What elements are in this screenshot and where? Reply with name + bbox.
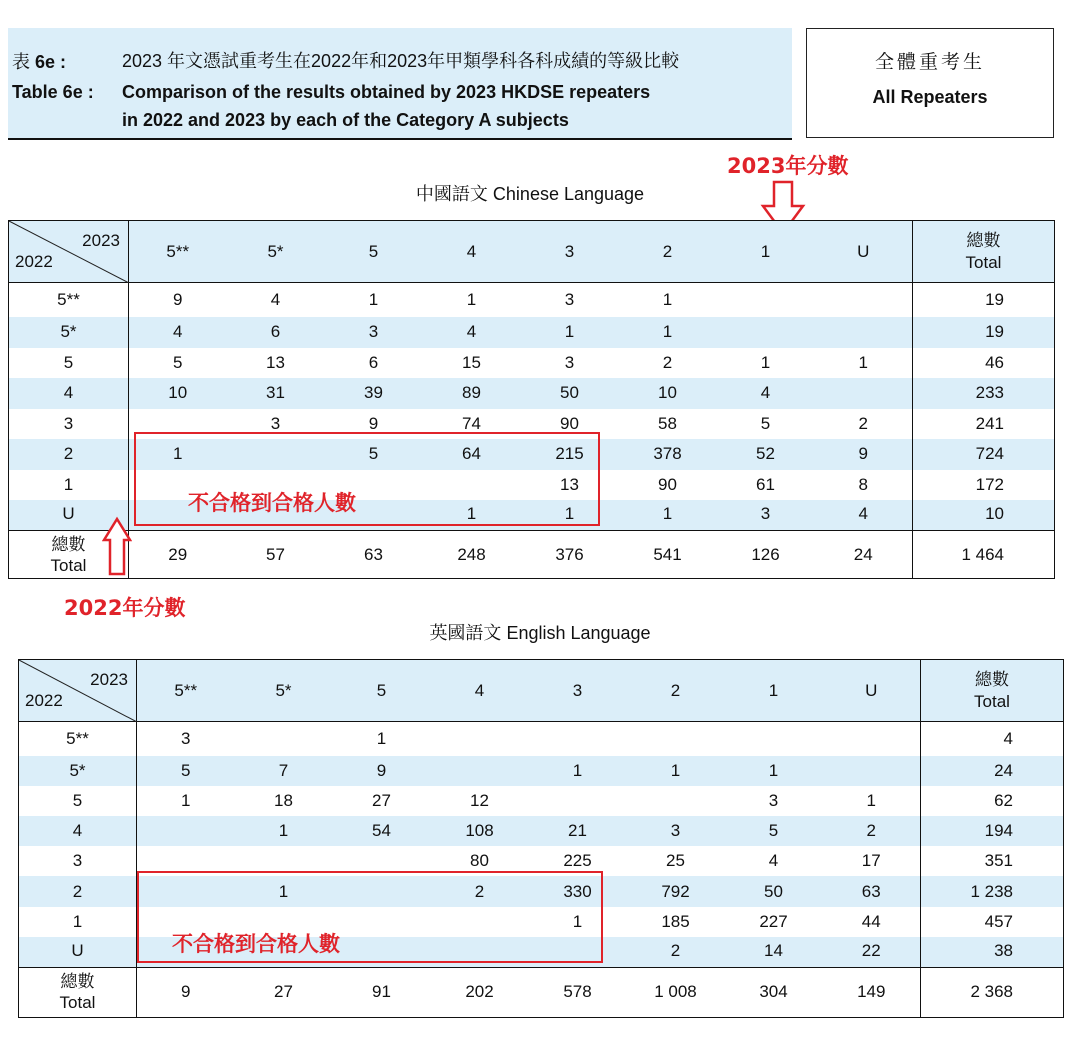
table-cell: 13 xyxy=(266,352,285,372)
table-cell xyxy=(137,816,235,846)
en-title-line2: in 2022 and 2023 by each of the Category A subjects xyxy=(122,110,569,130)
table-cell: 1 xyxy=(662,290,673,309)
repeaters-box xyxy=(806,28,1054,138)
table-cell: 1 xyxy=(376,728,387,748)
table-cell: 2 xyxy=(627,937,725,967)
table-cell: 50 xyxy=(521,378,619,409)
table-cell: 64 xyxy=(423,439,521,470)
grand-total: 2 368 xyxy=(921,967,1064,1017)
row-header: 4 xyxy=(9,378,129,409)
table-cell: 1 xyxy=(423,500,521,531)
column-total: 541 xyxy=(619,531,717,579)
column-total: 27 xyxy=(235,967,333,1017)
total-header-en: Total xyxy=(974,691,1010,711)
table-cell: 1 xyxy=(521,500,619,531)
table-cell: 6 xyxy=(227,317,325,348)
table-cell: 1 xyxy=(619,317,717,348)
table-cell xyxy=(431,756,529,786)
column-header: 2 xyxy=(627,660,725,722)
table-cell: 1 xyxy=(235,816,333,846)
table-cell: 15 xyxy=(462,352,481,372)
table-cell: 10 xyxy=(619,378,717,409)
table-cell: 44 xyxy=(861,911,881,931)
table-cell: 4 xyxy=(815,500,913,531)
row-header: 2 xyxy=(19,876,137,906)
row-header: 1 xyxy=(19,907,137,937)
table-cell: 4 xyxy=(717,378,815,409)
table-cell: 54 xyxy=(333,816,431,846)
table-cell: 25 xyxy=(666,851,685,871)
zh-table-label xyxy=(12,48,66,74)
table-cell: 5 xyxy=(725,816,823,846)
table-cell: 1 xyxy=(235,876,333,906)
zh-label-prefix: 表 xyxy=(12,52,30,72)
table-cell: 4 xyxy=(270,290,281,309)
repeaters-zh: 全體重考生 xyxy=(874,51,985,73)
corner-year-2023: 2023 xyxy=(90,670,128,689)
table-cell: 80 xyxy=(470,851,489,871)
totals-row xyxy=(9,531,1055,579)
table-cell: 9 xyxy=(368,413,379,433)
table-cell xyxy=(815,283,913,318)
column-header: 1 xyxy=(717,221,815,283)
table-cell: 9 xyxy=(333,756,431,786)
table-cell: 792 xyxy=(627,876,725,906)
table-cell: 13 xyxy=(560,474,579,494)
table-cell: 5 xyxy=(173,352,183,372)
row-header: 2 xyxy=(9,439,129,470)
column-total: 578 xyxy=(529,967,627,1017)
table-cell xyxy=(627,786,725,816)
table-cell: 2 xyxy=(662,352,673,372)
table-cell xyxy=(815,317,913,348)
label-2022-score: 2022年分數 xyxy=(64,596,186,620)
table-cell xyxy=(529,786,627,816)
table-cell xyxy=(725,722,823,756)
table-cell: 14 xyxy=(725,937,823,967)
column-total: 149 xyxy=(823,967,921,1017)
table-cell: 1 xyxy=(521,317,619,348)
table-cell: 4 xyxy=(768,851,779,871)
column-total: 304 xyxy=(725,967,823,1017)
row-total: 724 xyxy=(913,439,1055,470)
column-header: 5* xyxy=(235,660,333,722)
table-cell: 1 xyxy=(368,290,379,309)
english-results-table xyxy=(18,659,1064,1018)
table-cell: 50 xyxy=(725,876,823,906)
table-row xyxy=(9,283,1055,318)
table-cell xyxy=(717,283,815,318)
table-cell: 27 xyxy=(372,790,391,810)
corner-year-2023: 2023 xyxy=(82,231,120,250)
column-header: 5 xyxy=(325,221,423,283)
column-header: 5** xyxy=(137,660,235,722)
table-cell: 1 xyxy=(619,500,717,531)
table-cell: 6 xyxy=(368,352,379,372)
table-cell: 5 xyxy=(325,439,423,470)
column-total: 202 xyxy=(431,967,529,1017)
total-header-zh: 總數 xyxy=(966,230,1001,250)
column-header: 3 xyxy=(521,221,619,283)
row-header: 5 xyxy=(19,786,137,816)
table-cell: 1 xyxy=(466,290,477,309)
en-title-line1: Comparison of the results obtained by 2023 HKDSE repeaters xyxy=(122,82,651,102)
fail-to-pass-label-english: 不合格到合格人數 xyxy=(172,932,340,956)
table-row xyxy=(9,317,1055,348)
corner-header xyxy=(19,660,137,722)
english-subject-title: 英國語文 English Language xyxy=(429,623,651,643)
table-cell: 7 xyxy=(235,756,333,786)
column-header: 5** xyxy=(129,221,227,283)
table-cell: 215 xyxy=(521,439,619,470)
column-header: 5* xyxy=(227,221,325,283)
totals-en: Total xyxy=(59,993,96,1012)
table-cell: 378 xyxy=(619,439,717,470)
row-header: 1 xyxy=(9,470,129,501)
table-cell xyxy=(717,317,815,348)
table-cell: 74 xyxy=(462,413,481,433)
column-header: 3 xyxy=(529,660,627,722)
table-cell: 1 xyxy=(572,911,583,931)
table-cell: 1 xyxy=(725,756,823,786)
row-total: 194 xyxy=(921,816,1064,846)
table-cell: 63 xyxy=(823,876,921,906)
row-total: 233 xyxy=(913,378,1055,409)
up-arrow-icon xyxy=(102,516,132,578)
row-total: 24 xyxy=(921,756,1064,786)
row-total: 19 xyxy=(913,317,1055,348)
row-total: 172 xyxy=(913,470,1055,501)
table-cell: 39 xyxy=(325,378,423,409)
grand-total: 1 464 xyxy=(913,531,1055,579)
row-total: 62 xyxy=(921,786,1064,816)
column-header: 2 xyxy=(619,221,717,283)
table-cell: 90 xyxy=(560,413,579,433)
row-total: 4 xyxy=(921,722,1064,756)
table-cell: 9 xyxy=(815,439,913,470)
table-cell: 3 xyxy=(270,413,281,433)
table-cell xyxy=(627,722,725,756)
corner-header xyxy=(9,221,129,283)
table-cell: 3 xyxy=(768,790,779,810)
column-total: 29 xyxy=(129,531,227,579)
en-table-label: Table 6e : xyxy=(12,82,94,102)
row-header: 5** xyxy=(19,722,137,756)
totals-row xyxy=(19,967,1064,1017)
totals-en: Total xyxy=(50,555,87,575)
table-cell: 58 xyxy=(658,413,677,433)
table-cell xyxy=(235,722,333,756)
table-row xyxy=(9,378,1055,409)
table-cell: 330 xyxy=(529,876,627,906)
table-cell: 1 xyxy=(529,756,627,786)
column-header: 1 xyxy=(725,660,823,722)
table-cell: 5 xyxy=(137,756,235,786)
table-row xyxy=(9,348,1055,379)
column-header: 4 xyxy=(423,221,521,283)
total-header-en: Total xyxy=(965,252,1002,272)
table-cell: 17 xyxy=(861,851,881,871)
table-cell: 10 xyxy=(129,378,227,409)
column-total: 9 xyxy=(137,967,235,1017)
totals-zh: 總數 xyxy=(60,972,95,991)
table-cell: 3 xyxy=(181,728,191,748)
table-cell: 1 xyxy=(627,756,725,786)
table-cell: 12 xyxy=(470,790,489,810)
table-cell xyxy=(823,722,921,756)
table-cell: 9 xyxy=(173,290,183,309)
row-header: 5 xyxy=(9,348,129,379)
row-header: 3 xyxy=(9,409,129,440)
column-total: 248 xyxy=(423,531,521,579)
column-total: 91 xyxy=(333,967,431,1017)
label-2023-score: 2023年分數 xyxy=(727,154,849,178)
table-cell: 52 xyxy=(717,439,815,470)
table-cell: 2 xyxy=(858,413,868,433)
row-total: 10 xyxy=(913,500,1055,531)
table-cell: 5 xyxy=(760,413,771,433)
table-cell: 3 xyxy=(564,290,575,309)
table-cell: 3 xyxy=(627,816,725,846)
corner-year-2022: 2022 xyxy=(25,691,63,710)
column-total: 126 xyxy=(717,531,815,579)
chinese-subject-title: 中國語文 Chinese Language xyxy=(415,184,645,204)
table-cell: 3 xyxy=(717,500,815,531)
table-cell: 2 xyxy=(431,876,529,906)
column-total: 1 008 xyxy=(627,967,725,1017)
column-header: U xyxy=(815,221,913,283)
total-column-header xyxy=(913,221,1055,283)
table-cell: 31 xyxy=(227,378,325,409)
row-header: U xyxy=(19,937,137,967)
zh-label-num: 6e : xyxy=(35,52,67,72)
row-total: 241 xyxy=(913,409,1055,440)
column-header: U xyxy=(823,660,921,722)
fail-to-pass-label-chinese: 不合格到合格人數 xyxy=(188,491,356,515)
table-cell: 4 xyxy=(423,317,521,348)
table-cell: 1 xyxy=(760,352,771,372)
total-column-header xyxy=(921,660,1064,722)
table-cell: 61 xyxy=(756,474,775,494)
table-row xyxy=(19,722,1064,756)
table-cell: 22 xyxy=(823,937,921,967)
table-cell: 1 xyxy=(129,439,227,470)
total-header-zh: 總數 xyxy=(975,669,1009,689)
row-header: 5* xyxy=(19,756,137,786)
table-row xyxy=(19,786,1064,816)
row-total: 38 xyxy=(921,937,1064,967)
table-cell: 90 xyxy=(658,474,677,494)
table-cell xyxy=(815,378,913,409)
column-total: 24 xyxy=(815,531,913,579)
table-cell: 1 xyxy=(858,352,868,372)
column-total: 376 xyxy=(521,531,619,579)
repeaters-en: All Repeaters xyxy=(872,87,988,107)
table-cell: 4 xyxy=(129,317,227,348)
table-row xyxy=(19,816,1064,846)
column-header: 5 xyxy=(333,660,431,722)
table-cell: 227 xyxy=(759,911,788,931)
column-total: 63 xyxy=(325,531,423,579)
zh-title: 2023 年文憑試重考生在2022年和2023年甲類學科各科成績的等級比較 xyxy=(122,51,680,71)
row-header: 3 xyxy=(19,846,137,876)
table-cell xyxy=(431,722,529,756)
column-header: 4 xyxy=(431,660,529,722)
table-cell: 225 xyxy=(563,851,592,871)
row-header: 5** xyxy=(9,283,129,318)
row-total: 351 xyxy=(921,846,1064,876)
row-total: 46 xyxy=(913,348,1055,379)
table-cell: 8 xyxy=(858,474,868,494)
table-cell: 2 xyxy=(823,816,921,846)
row-header: U xyxy=(9,500,129,531)
table-cell: 1 xyxy=(181,790,191,810)
table-cell: 18 xyxy=(274,790,293,810)
row-total: 19 xyxy=(913,283,1055,318)
totals-row-header xyxy=(19,967,137,1017)
table-cell: 21 xyxy=(529,816,627,846)
table-cell: 3 xyxy=(564,352,575,372)
title-rule xyxy=(8,138,792,140)
table-cell xyxy=(529,722,627,756)
table-cell: 185 xyxy=(661,911,690,931)
column-total: 57 xyxy=(227,531,325,579)
corner-year-2022: 2022 xyxy=(15,252,53,271)
table-cell: 3 xyxy=(325,317,423,348)
totals-zh: 總數 xyxy=(51,534,86,554)
row-header: 4 xyxy=(19,816,137,846)
table-row xyxy=(19,756,1064,786)
table-cell: 1 xyxy=(866,790,876,810)
row-header: 5* xyxy=(9,317,129,348)
row-total: 457 xyxy=(921,907,1064,937)
table-cell: 89 xyxy=(423,378,521,409)
table-cell xyxy=(823,756,921,786)
row-total: 1 238 xyxy=(921,876,1064,906)
table-cell: 108 xyxy=(431,816,529,846)
